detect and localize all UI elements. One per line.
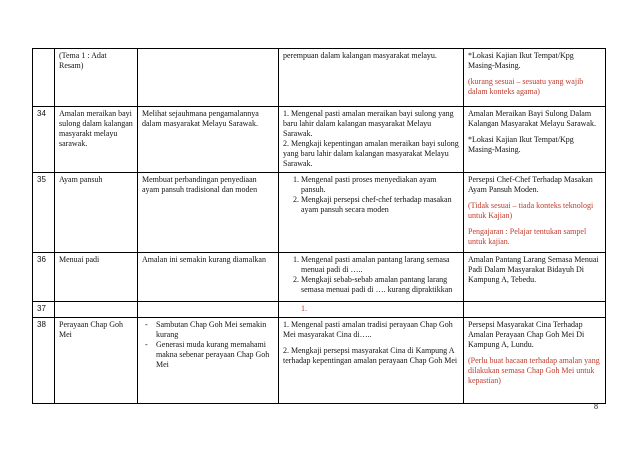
objective-cell: Membuat perbandingan penyediaan ayam pansuh tradisional dan moden <box>138 173 279 253</box>
objective-cell <box>138 302 279 318</box>
comment-note: (Tidak sesuai – tiada konteks teknologi untuk Kajian) <box>468 201 594 220</box>
title-line: Amalan Meraikan Bayi Sulong Dalam Kalangan Masyarakat Melayu Sarawak. <box>468 109 596 128</box>
proposal-table <box>32 48 606 404</box>
row-number: 34 <box>33 107 55 173</box>
title-line: *Lokasi Kajian Ikut Tempat/Kpg Masing-Masing. <box>468 51 574 70</box>
question-item: 2. Mengkaji sebab-sebab amalan pantang larang semasa menuai padi di …. kurang dipraktikkan <box>301 275 459 295</box>
question-item: 1. Mengenal pasti amalan pantang larang semasa menuai padi di ….. <box>301 255 459 275</box>
row-number: 37 <box>33 302 55 318</box>
table-row <box>33 49 606 107</box>
title-line: *Lokasi Kajian Ikut Tempat/Kpg Masing-Masing. <box>468 135 574 154</box>
table-row <box>33 107 606 173</box>
row-number <box>33 49 55 107</box>
objective-cell: Amalan ini semakin kurang diamalkan <box>138 253 279 302</box>
question-item: 2. Mengkaji persepsi masyarakat Cina di Kampung A terhadap kepentingan amalan perayaan Chap Goh Mei <box>283 346 458 365</box>
row-number: 35 <box>33 173 55 253</box>
table-row <box>33 253 606 302</box>
title-line: Persepsi Chef-Chef Terhadap Masakan Ayam Pansuh Moden. <box>468 175 593 194</box>
comment-note: (kurang sesuai – sesuatu yang wajib dalam konteks agama) <box>468 77 584 96</box>
question-item: 1. Mengenal pasti proses menyediakan ayam pansuh. <box>301 175 459 195</box>
title-cell <box>464 173 606 253</box>
objective-cell: Melihat sejauhmana pengamalannya dalam masyarakat Melayu Sarawak. <box>138 107 279 173</box>
objective-item: - Generasi muda kurang memahami makna sebenar perayaan Chap Goh Mei <box>156 340 274 370</box>
question-cell <box>279 318 464 404</box>
title-cell <box>464 318 606 404</box>
question-item: 1. <box>301 304 307 313</box>
title-line: Persepsi Masyarakat Cina Terhadap Amalan Perayaan Chap Goh Mei Di Kampung A, Lundu. <box>468 320 585 349</box>
question-cell <box>279 302 464 318</box>
row-number: 36 <box>33 253 55 302</box>
row-number: 38 <box>33 318 55 404</box>
question-item: 1. Mengenal pasti amalan meraikan bayi sulong yang baru lahir dalam kalangan masyarakat Melayu Sarawak. <box>283 109 454 138</box>
question-cell <box>279 173 464 253</box>
topic-cell: (Tema 1 : Adat Resam) <box>55 49 138 107</box>
title-cell <box>464 302 606 318</box>
table-row <box>33 173 606 253</box>
question-cell: perempuan dalam kalangan masyarakat melayu. <box>279 49 464 107</box>
table-row <box>33 318 606 404</box>
objective-cell <box>138 49 279 107</box>
objective-cell <box>138 318 279 404</box>
title-line: Amalan Pantang Larang Semasa Menuai Padi Dalam Masyarakat Bidayuh Di Kampung A, Tebedu. <box>468 255 599 284</box>
topic-cell: Amalan meraikan bayi sulong dalam kalangan masyarakt melayu sarawak. <box>55 107 138 173</box>
comment-note: Pengajaran : Pelajar tentukan sampel untuk kajian. <box>468 227 587 246</box>
topic-cell: Ayam pansuh <box>55 173 138 253</box>
title-cell <box>464 253 606 302</box>
question-item: 2. Mengkaji kepentingan amalan meraikan bayi sulong yang baru lahir dalam kalangan masyarakat Melayu Sarawak. <box>283 139 459 168</box>
question-item: 1. Mengenal pasti amalan tradisi perayaan Chap Goh Mei masyarakat Cina di….. <box>283 320 453 339</box>
question-item: 2. Mengkaji persepsi chef-chef terhadap masakan ayam pansuh secara moden <box>301 195 459 215</box>
topic-cell: Perayaan Chap Goh Mei <box>55 318 138 404</box>
comment-note: (Perlu buat bacaan terhadap amalan yang dilakukan semasa Chap Goh Mei untuk kepastian) <box>468 356 600 385</box>
objective-item: - Sambutan Chap Goh Mei semakin kurang <box>156 320 274 340</box>
title-cell <box>464 49 606 107</box>
table-row <box>33 302 606 318</box>
title-cell <box>464 107 606 173</box>
topic-cell <box>55 302 138 318</box>
topic-cell: Menuai padi <box>55 253 138 302</box>
question-cell <box>279 253 464 302</box>
question-cell <box>279 107 464 173</box>
page-number: 8 <box>594 402 598 411</box>
